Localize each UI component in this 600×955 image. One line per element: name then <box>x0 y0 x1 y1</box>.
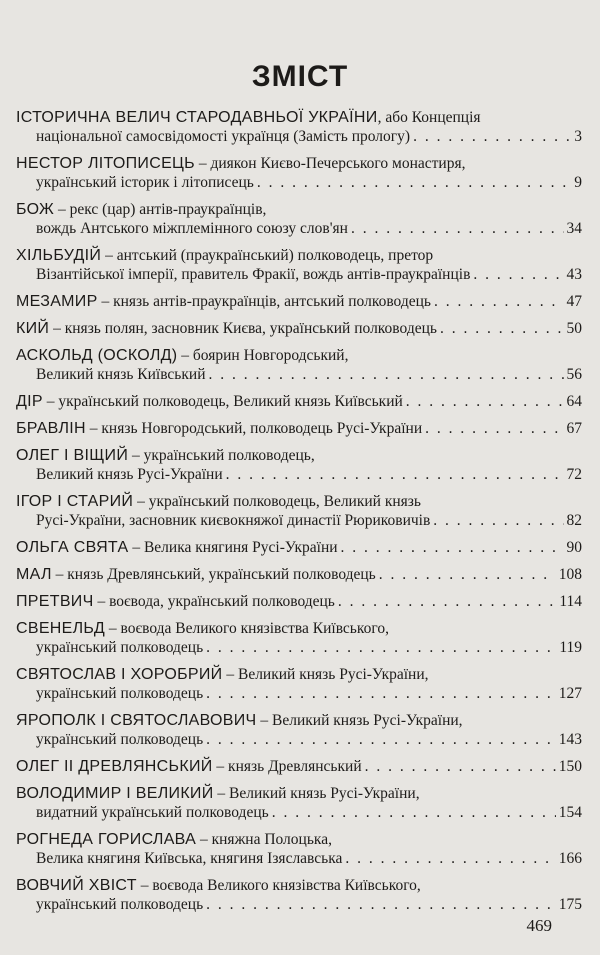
toc-entry <box>16 492 582 530</box>
entry-description: – князь Новгородський, полководець Русі-України <box>85 420 423 437</box>
entry-page-number: 43 <box>566 266 582 283</box>
entry-description-continued: Великий князь Русі-України <box>36 466 223 483</box>
entry-heading: ХІЛЬБУДІЙ <box>16 247 102 264</box>
dot-leader <box>272 803 556 822</box>
entry-description: – рекс (цар) антів-праукраїнців, <box>54 201 267 218</box>
page-number: 469 <box>526 916 552 935</box>
dot-leader <box>206 638 556 657</box>
entry-page-number: 166 <box>558 850 582 867</box>
dot-leader <box>351 219 564 238</box>
dot-leader <box>206 730 556 749</box>
entry-heading: ОЛЕГ ІІ ДРЕВЛЯНСЬКИЙ <box>16 758 213 775</box>
entry-description: – князь полян, засновник Києва, український полководець <box>49 320 437 337</box>
entry-description: – диякон Києво-Печерського монастиря, <box>194 155 466 172</box>
dot-leader <box>345 849 555 868</box>
toc-entry <box>16 154 582 192</box>
entry-description: – Велика княгиня Русі-України <box>128 539 338 556</box>
toc-entry <box>16 292 582 311</box>
table-of-contents <box>16 108 582 922</box>
entry-description-continued: Візантійської імперії, правитель Фракії, вождь антів-праукраїнців <box>36 266 471 283</box>
page-title: ЗМІСТ <box>251 60 349 93</box>
toc-entry <box>16 446 582 484</box>
entry-heading: МАЛ <box>16 566 52 583</box>
entry-description: – воєвода Великого князівства Київського, <box>136 877 421 894</box>
entry-heading: ІГОР І СТАРИЙ <box>16 493 134 510</box>
entry-description-continued: видатний український полководець <box>36 804 269 821</box>
dot-leader <box>338 592 556 611</box>
toc-entry <box>16 346 582 384</box>
dot-leader <box>434 292 564 311</box>
entry-page-number: 9 <box>574 174 582 191</box>
entry-page-number: 154 <box>558 804 582 821</box>
entry-page-number: 67 <box>566 420 582 437</box>
entry-heading: БРАВЛІН <box>16 420 86 437</box>
entry-page-number: 3 <box>574 128 582 145</box>
dot-leader <box>209 365 564 384</box>
toc-entry <box>16 711 582 749</box>
entry-description: – Великий князь Русі-України, <box>222 666 429 683</box>
dot-leader <box>226 465 564 484</box>
entry-page-number: 108 <box>558 566 582 583</box>
dot-leader <box>473 265 563 284</box>
entry-description: – Великий князь Русі-України, <box>213 785 420 802</box>
dot-leader <box>440 319 564 338</box>
entry-description: – князь антів-праукраїнців, антський полководець <box>97 293 431 310</box>
dot-leader <box>425 419 563 438</box>
entry-heading: ДІР <box>16 393 43 410</box>
entry-description: – боярин Новгородський, <box>177 347 349 364</box>
entry-heading: АСКОЛЬД (ОСКОЛД) <box>16 347 178 364</box>
toc-entry <box>16 200 582 238</box>
entry-heading: ПРЕТВИЧ <box>16 593 94 610</box>
toc-entry <box>16 246 582 284</box>
toc-entry <box>16 538 582 557</box>
entry-page-number: 82 <box>566 512 582 529</box>
entry-description: , або Концепція <box>377 109 481 126</box>
toc-entry <box>16 784 582 822</box>
entry-page-number: 34 <box>566 220 582 237</box>
entry-page-number: 127 <box>558 685 582 702</box>
entry-page-number: 143 <box>558 731 582 748</box>
entry-description: – воєвода Великого князівства Київського, <box>105 620 389 637</box>
entry-description-continued: український полководець <box>36 896 204 913</box>
toc-entry <box>16 619 582 657</box>
entry-heading: ВОЛОДИМИР І ВЕЛИКИЙ <box>16 785 214 802</box>
entry-heading: КИЙ <box>16 320 50 337</box>
entry-description: – княжна Полоцька, <box>196 831 332 848</box>
entry-description-continued: український полководець <box>36 639 204 656</box>
toc-entry <box>16 392 582 411</box>
entry-heading: ВОВЧИЙ ХВІСТ <box>16 877 137 894</box>
entry-page-number: 114 <box>559 593 582 610</box>
entry-heading: ОЛЬГА СВЯТА <box>16 539 129 556</box>
dot-leader <box>257 173 571 192</box>
entry-page-number: 72 <box>566 466 582 483</box>
entry-description: – воєвода, український полководець <box>93 593 335 610</box>
entry-page-number: 50 <box>566 320 582 337</box>
dot-leader <box>206 684 556 703</box>
toc-entry <box>16 665 582 703</box>
entry-description-continued: національної самосвідомості українця (Замість прологу) <box>36 128 411 145</box>
entry-heading: ЯРОПОЛК І СВЯТОСЛАВОВИЧ <box>16 712 257 729</box>
entry-description: – князь Древлянський <box>212 758 362 775</box>
entry-page-number: 64 <box>566 393 582 410</box>
entry-description: – Великий князь Русі-України, <box>256 712 463 729</box>
toc-entry <box>16 830 582 868</box>
toc-entry <box>16 565 582 584</box>
toc-entry <box>16 592 582 611</box>
entry-heading: БОЖ <box>16 201 55 218</box>
dot-leader <box>433 511 563 530</box>
entry-description-continued: український полководець <box>36 685 204 702</box>
dot-leader <box>413 127 571 146</box>
entry-page-number: 56 <box>566 366 582 383</box>
toc-entry <box>16 757 582 776</box>
entry-heading: РОГНЕДА ГОРИСЛАВА <box>16 831 197 848</box>
entry-heading: МЕЗАМИР <box>16 293 98 310</box>
entry-page-number: 175 <box>558 896 582 913</box>
entry-description: – український полководець, Великий князь Київський <box>42 393 403 410</box>
entry-description-continued: Русі-України, засновник києвокняжої династії Рюриковичів <box>36 512 431 529</box>
entry-heading: ОЛЕГ І ВІЩИЙ <box>16 447 129 464</box>
entry-description-continued: український полководець <box>36 731 204 748</box>
entry-heading: СВЯТОСЛАВ І ХОРОБРИЙ <box>16 666 223 683</box>
entry-heading: СВЕНЕЛЬД <box>16 620 106 637</box>
toc-entry <box>16 876 582 914</box>
entry-description-continued: Великий князь Київський <box>36 366 206 383</box>
entry-description-continued: український історик і літописець <box>36 174 254 191</box>
entry-description: – український полководець, Великий князь <box>133 493 421 510</box>
entry-description: – князь Древлянський, український полководець <box>51 566 376 583</box>
entry-heading: НЕСТОР ЛІТОПИСЕЦЬ <box>16 155 195 172</box>
dot-leader <box>406 392 564 411</box>
entry-description-continued: вождь Антського міжплемінного союзу слов'ян <box>36 220 348 237</box>
entry-description-continued: Велика княгиня Київська, княгиня Ізяславська <box>36 850 343 867</box>
toc-entry <box>16 319 582 338</box>
entry-heading: ІСТОРИЧНА ВЕЛИЧ СТАРОДАВНЬОЇ УКРАЇНИ <box>16 109 378 126</box>
entry-page-number: 47 <box>566 293 582 310</box>
dot-leader <box>206 895 556 914</box>
entry-page-number: 150 <box>558 758 582 775</box>
dot-leader <box>341 538 564 557</box>
toc-entry <box>16 108 582 146</box>
toc-entry <box>16 419 582 438</box>
entry-page-number: 119 <box>559 639 582 656</box>
dot-leader <box>365 757 556 776</box>
entry-description: – антський (праукраїнський) полководець, претор <box>101 247 434 264</box>
entry-page-number: 90 <box>566 539 582 556</box>
dot-leader <box>379 565 556 584</box>
entry-description: – український полководець, <box>128 447 315 464</box>
